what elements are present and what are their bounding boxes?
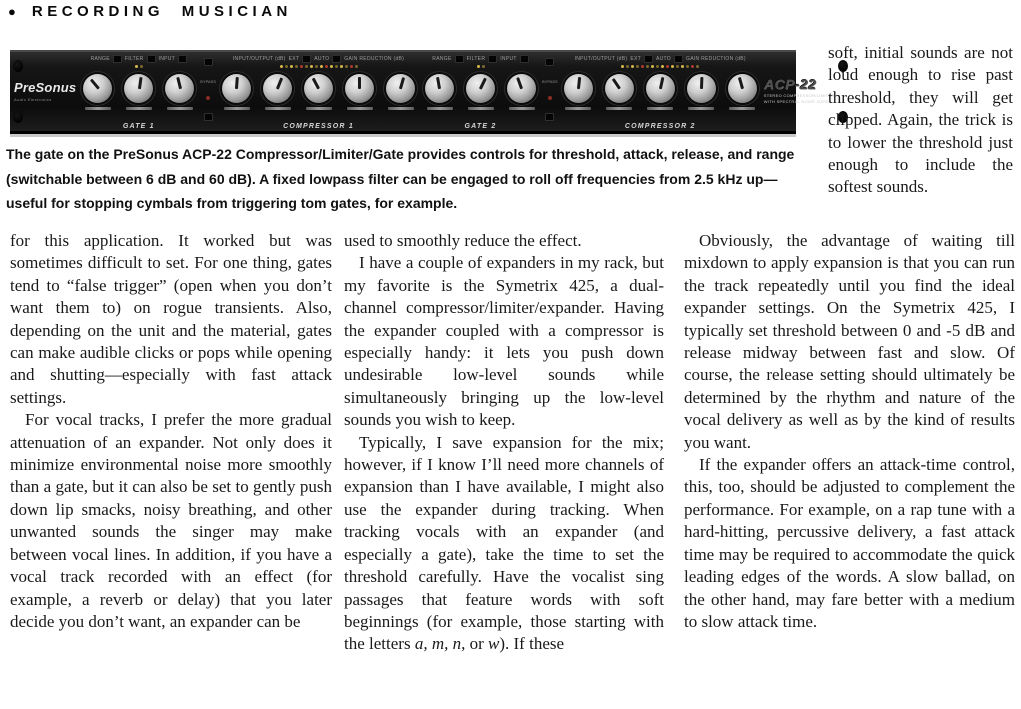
panel-button-icon [147,55,156,63]
section-label: COMPRESSOR 2 [624,123,696,130]
knob-label-strip [126,107,152,110]
led-icon [325,65,328,68]
led-icon [305,65,308,68]
group-top-labels [91,54,187,63]
bypass-label: BYPASS [200,78,217,84]
knob-unit [342,71,377,110]
knob-row [219,71,418,110]
knob-label-strip [729,107,755,110]
led-icon [135,65,138,68]
column-right [684,230,1015,633]
panel-label: INPUT [158,55,176,62]
screw-hole-icon [13,111,23,123]
input-button-icon [545,58,554,66]
paragraph-text: Typically, I save expansion for the mix; however, if I know I’ll need more channels of expansion than I have available, I might also use the expander during tracking. When tracking vocals with an expander (and especially a gate), take the time to set the threshold carefully. Have the vocalist sing passages that feature words with soft beginnings (for example, those starting with the letters [344,432,664,654]
bypass-label: BYPASS [542,78,558,84]
led-icon [686,65,689,68]
led-icon [280,65,283,68]
panel-button-icon [644,55,653,63]
knob-icon [605,74,634,103]
led-icon [285,65,288,68]
section-label: GATE 2 [464,123,497,130]
panel-label: RANGE [90,55,110,62]
paragraph [344,432,664,656]
led-icon [676,65,679,68]
led-icon [335,65,338,68]
led-icon [345,65,348,68]
bypass-section [199,54,217,131]
input-button-icon [204,58,213,66]
knob-unit [463,71,498,110]
group-top-labels [575,54,746,63]
paragraph-text: ). If these [499,634,565,654]
led-meter-row [621,63,699,69]
knob-unit [301,71,336,110]
led-icon [140,65,143,68]
paragraph: I have a couple of expanders in my rack, but my favorite is the Symetrix 425, a dual-channel compressor/limiter/expander. Having the expander coupled with a compressor is especially handy: it lets you push down undesirable low-level sounds while simultaneously bringing up the low-level sounds you wish to keep. [344,253,664,430]
led-icon [681,65,684,68]
knob-unit [684,71,719,110]
led-icon [651,65,654,68]
knob-label-strip [265,107,291,110]
panel-label: FILTER [466,55,486,62]
knob-icon [466,74,495,103]
column-middle [344,230,664,656]
knob-unit [121,71,156,110]
panel-label: EXT [630,55,641,62]
led-icon [656,65,659,68]
knob-pointer-icon [276,77,283,89]
panel-label: INPUT/OUTPUT (dB) [232,55,286,62]
column-left [10,230,332,633]
knob-pointer-icon [516,77,522,89]
led-icon [300,65,303,68]
paragraph-text: or [465,634,489,654]
knob-unit [643,71,678,110]
knob-icon [222,74,251,103]
led-meter-row [280,63,358,69]
knob-unit [602,71,637,110]
led-icon [295,65,298,68]
led-icon [482,65,485,68]
led-icon [621,65,624,68]
knob-icon [263,74,292,103]
knob-group-compressor-1 [217,54,420,131]
led-icon [330,65,333,68]
panel-label: RANGE [432,55,452,62]
knob-pointer-icon [612,78,621,89]
led-icon [666,65,669,68]
knob-label-strip [565,107,591,110]
knob-icon [304,74,333,103]
knob-icon [728,74,757,103]
knob-group-gate-2 [420,54,541,131]
led-icon [641,65,644,68]
model-subtitle-2: WITH SPECTRAL NOISE GATES [763,99,832,104]
knob-pointer-icon [738,77,744,89]
knob-pointer-icon [176,77,181,89]
led-icon [691,65,694,68]
model-subtitle-1: STEREO COMPRESSOR/LIMITER [763,93,835,98]
rack-unit-photo [10,50,835,134]
rack-controls [76,52,763,131]
knob-icon [646,74,675,103]
led-icon [661,65,664,68]
led-icon [696,65,699,68]
knob-label-strip [468,107,494,110]
led-icon [646,65,649,68]
panel-label: AUTO [656,55,671,62]
led-meter-row [135,63,143,69]
knob-row [80,71,197,110]
panel-label: FILTER [124,55,144,62]
knob-icon [124,74,153,103]
knob-pointer-icon [577,77,581,89]
panel-button-icon [178,55,187,63]
panel-label: AUTO [314,55,330,62]
knob-label-strip [427,107,453,110]
knob-unit [162,71,197,110]
knob-pointer-icon [89,79,99,90]
rack-model-badge [764,52,835,131]
brand-subtitle: Audio Electronics [14,97,52,102]
knob-icon [687,74,716,103]
knob-label-strip [509,107,535,110]
panel-button-icon [488,55,497,63]
knob-unit [561,71,596,110]
knob-group-compressor-2 [559,54,762,131]
knob-pointer-icon [312,78,320,90]
paragraph: for this application. It worked but was sometimes difficult to set. For one thing, gates tend to “false trigger” (open when you don’t want them to) on rogue transients. Also, depending on the unit and the material, gates can make audible clicks or pops while opening and shutting—especially with fast attack settings. [10,231,332,407]
knob-label-strip [167,107,193,110]
panel-label: INPUT [500,55,517,62]
led-icon [310,65,313,68]
led-icon [631,65,634,68]
led-icon [340,65,343,68]
knob-label-strip [85,107,111,110]
italic-letters: a, m, n, [414,634,466,654]
led-icon [315,65,318,68]
knob-label-strip [647,107,673,110]
led-icon [626,65,629,68]
knob-icon [425,74,454,103]
knob-unit [219,71,254,110]
bypass-section [541,54,559,131]
panel-button-icon [520,55,529,63]
knob-icon [165,74,194,103]
led-icon [671,65,674,68]
group-top-labels [233,54,404,63]
photo-caption: The gate on the PreSonus ACP-22 Compressor/Limiter/Gate provides controls for threshold, attack, release, and range (switchable between 6 dB and 60 dB). A fixed lowpass filter can be engaged to roll off frequencies from 2.5 kHz up—useful for stopping cymbals from triggering tom gates, for example. [6,146,795,212]
group-top-labels [432,54,528,63]
knob-pointer-icon [659,77,664,89]
section-label: COMPRESSOR 1 [283,123,354,130]
bypass-led-icon [206,96,210,100]
led-icon [320,65,323,68]
knob-pointer-icon [436,77,441,89]
knob-icon [507,74,536,103]
knob-row [561,71,760,110]
knob-label-strip [606,107,632,110]
bullet-icon: ● [8,4,16,19]
panel-button-icon [674,55,683,63]
paragraph: used to smoothly reduce the effect. [344,231,582,250]
knob-pointer-icon [700,77,703,89]
knob-pointer-icon [479,78,487,90]
knob-pointer-icon [235,77,238,89]
bypass-button-icon [545,113,554,121]
knob-pointer-icon [399,77,405,89]
section-header-label: RECORDING MUSICIAN [31,3,292,20]
led-meter-row [477,63,485,69]
knob-icon [83,74,112,103]
italic-letters: w [488,634,500,654]
knob-label-strip [224,107,250,110]
column-right-top [828,42,1013,199]
panel-button-icon [455,55,464,63]
knob-unit [383,71,418,110]
paragraph: If the expander offers an attack-time control, this, too, should be adjusted to complement the performance. For example, on a rap tune with a hard-hitting, percussive delivery, a fast attack time may be required to accommodate the quick leading edges of the words. A slow ballad, on the other hand, may fare better with a medium to slow attack time. [684,455,1015,631]
knob-icon [345,74,374,103]
screw-hole-icon [13,60,23,72]
knob-pointer-icon [358,77,361,89]
panel-button-icon [332,55,341,63]
panel-button-icon [113,55,122,63]
led-icon [636,65,639,68]
knob-unit [80,71,115,110]
paragraph: soft, initial sounds are not loud enough to rise past threshold, they will get clipped. Again, the trick is to lower the threshold just enough to include the softest sounds. [828,43,1013,197]
knob-label-strip [347,107,373,110]
knob-label-strip [388,107,414,110]
panel-label: GAIN REDUCTION (dB) [686,55,746,62]
knob-unit [260,71,295,110]
knob-group-gate-1 [78,54,199,131]
section-header [8,3,292,20]
led-icon [290,65,293,68]
panel-button-icon [302,55,311,63]
knob-unit [725,71,760,110]
knob-unit [422,71,457,110]
knob-label-strip [306,107,332,110]
knob-icon [386,74,415,103]
panel-label: INPUT/OUTPUT (dB) [574,55,628,62]
knob-unit [504,71,539,110]
panel-label: EXT [288,55,300,62]
model-name: ACP-22 [763,76,817,92]
led-icon [350,65,353,68]
paragraph: Obviously, the advantage of waiting till mixdown to apply expansion is that you can run the track repeatedly until you find the ideal expander settings. On the Symetrix 425, I typically set threshold between 0 and -5 dB and release midway between fast and slow. Of course, the release setting should ultimately be determined by the rhythm and nature of the vocal delivery as well as by the kind of results you want. [684,231,1015,452]
paragraph: For vocal tracks, I prefer the more gradual attenuation of an expander. Not only does it minimize environmental noise more smoothly than a gate, but it can also be set to gently push down lip smacks, noisy breathing, and other unwanted sounds the singer may make between vocal lines. In addition, if you have a vocal track recorded with an effect (for example, a reverb or delay) that you later decide you don’t want, an expander can be [10,410,332,631]
panel-label: GAIN REDUCTION (dB) [344,55,405,62]
knob-label-strip [688,107,714,110]
section-label: GATE 1 [122,123,155,130]
led-icon [477,65,480,68]
brand-logo: PreSonus [14,80,77,95]
bypass-button-icon [204,113,213,121]
knob-pointer-icon [137,77,141,89]
led-icon [355,65,358,68]
bypass-led-icon [548,96,552,100]
knob-row [422,71,539,110]
knob-icon [564,74,593,103]
